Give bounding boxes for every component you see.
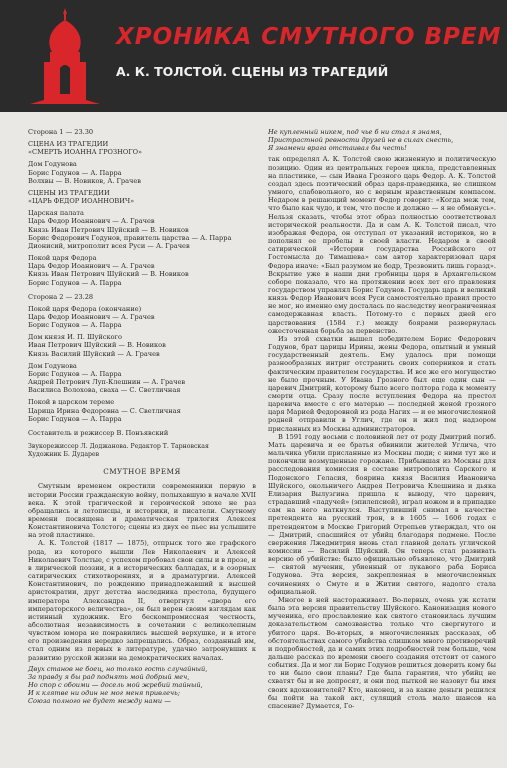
album-title: А. К. ТОЛСТОЙ. СЦЕНЫ ИЗ ТРАГЕДИЙ [116,64,389,79]
scene-title: Дом Годунова [28,160,77,169]
engineer-credit: Звукорежиссер Л. Доджанова. Редактор Т. Тарновская [28,443,209,450]
verse-line: Не купленный никем, под чье б ни стал я знамя, [268,128,442,136]
side-1-label: Сторона 1 — 23.30 [28,128,94,136]
cathedral-dome-logo-icon [30,6,100,104]
scene-title: Дом князя И. П. Шуйского [28,333,122,342]
verse-block [28,665,256,706]
play-1-title-a: СЦЕНА ИЗ ТРАГЕДИИ [28,140,109,149]
cast-line: Царица Ирина Федоровна — С. Светличная [28,406,181,415]
series-title: ХРОНИКА СМУТНОГО ВРЕМ [116,24,502,50]
essay-paragraph: Многое в ней настораживает. Во-первых, очень уж кстати была эта версия правительству Шуйского. Канонизация нового мученика, его прославление как святого становилась лучшим доказательством самозванства только что свергнутого и убитого царя. Во-вторых, в многочисленных рассказах, об обстоятельствах самого убийства слишком много противоречий и подробностей, да и самих этих подробностей тем больше, чем дальше рассказ по времени своего создания отстоит от самого события. Да и мог ли Борис Годунов решиться доверить кому бы то ни было свои планы? Где была гарантия, что убийц не схватят бы и не допросят, и они под пыткой не назовут бы имя своих вдохновителей? Кто, наконец, и за какие деньги решился бы пойти на такой акт, сулящий столь мало шансов на спасение? Думается, Го- [268,595,496,710]
left-column [28,128,256,706]
verse-line: За правду я бы рад поднять мой добрый меч, [28,672,190,681]
cast-line: Борис Годунов — А. Парра [28,278,122,287]
artist-credit: Художник Б. Дударев [28,450,100,458]
right-column [268,128,496,710]
cast-line: Борис Федорович Годунов, правитель царства — А. Парра [28,233,232,242]
cast-line: Василиса Волохова, сваха — С. Светличная [28,386,181,395]
scene-title: Дом Годунова [28,361,77,370]
cast-line: Царь Федор Иоаннович — А. Грачев [28,312,155,321]
scene-title: Царская палата [28,209,84,218]
cast-line: Князь Иван Петрович Шуйский — В. Новиков [28,270,189,279]
verse-block [268,128,496,152]
verse-line: Союза полного не будет между нами — [28,697,171,706]
essay-paragraph: Из этой схватки вышел победителем Борис Федорович Годунов, брат царицы Ирины, жены Федора, опытный и умный государственный деятель. Ему удалось при помощи разнообразных интриг отстранить своих соперников и стать фактическим правителем государства. И все же его могущество не было прочным. У Ивана Грозного был еще один сын — царевич Дмитрий, которому было всего полтора года к моменту смерти отца. Сразу после вступления Федора на престол царевича вместе с его матерью — последней женой грозного царя Марией Федоровной из рода Нагих — и ее многочисленной родней отправили в Углич, где он и жил под надзором присланных из Москвы администраторов. [268,334,496,433]
essay-paragraph: так определял А. К. Толстой свою жизненную и политическую позицию. Один из центральных героев цикла, представленных на пластинке, — сын Ивана Грозного царь Федор. А. К. Толстой создал здесь поэтический образ царя-праведника, не слишком умного, слабовольного, но с верным нравственным компасом. Недаром в решающий момент Федор говорит: «Когда меж тем, что было как чудо, и тем, что после и должно — я не обманусь». Нельзя сказать, чтобы этот образ полностью соответствовал исторической реальности. Да и сам А. К. Толстой писал, что изображая Федора, он отступал от указаний историков, но в пополнял ее пробелы в своей власти. Недаром в своей сатирической «Истории государства Российского от Гостомысла до Тимашева» сам автор характеризовал царя Федора иначе: «Был разумом не бодр, Трезвонить лишь горазд». Вскрытие уже в наши дни гробницы царя в Архангельском соборе показало, что на протяжении всех лет его правления государством управлял Борис Годунов. Государь царь и великий князь Федор Иванович всея Руси самостоятельно правил просто не мог, но именно ему досталась по наследству неограниченная самодержавная власть. Потому-то с первых дней его царствования (1584 г.) между боярами развернулась ожесточенная борьба за первенство. [268,155,496,335]
verse-line: Пристрастной ревности друзей не в силах снесть, [268,136,454,145]
essay-title: СМУТНОЕ ВРЕМЯ [103,467,181,477]
header-banner [0,0,507,112]
cast-line: Андрей Петрович Луп-Клешнин — А. Грачев [28,378,186,387]
verse-line: Но спор с обоими — досель мой жребий тайный, [28,681,203,690]
essay-paragraph: Смутным временем окрестили современники первую в истории России гражданскую войну, полыхавшую в начале XVII века. К этой трагической и героической эпохе не раз обращались и летописцы, и историки, и писатели. Смутному времени посвящена и драматическая трилогия Алексея Константиновича Толстого; сцены из двух ее пьес вы услышите на этой пластинке. [28,482,256,540]
scene-title: Покой царя Федора (окончание) [28,304,142,313]
cast-line: Волхвы — В. Новиков, А. Грачев [28,176,142,185]
cast-line: Борис Годунов — А. Парра [28,168,122,177]
cast-line: Борис Годунов — А. Парра [28,369,122,378]
essay-paragraph: В 1591 году восьми с половиной лет от роду Дмитрий погиб. Мать царевича и ее братья обвинили жителей Углича, что мальчика убили присланные из Москвы люди; с ними тут же и покончили возмущенные горожане. Прибывшая из Москвы для расследования комиссия в составе митрополита Сарского и Подонского Геласия, боярина князя Василия Ивановича Шуйского, окольничего Андрея Петровича Клешнина и дьяка Елизария Вылузгина пришла к выводу, что царевич, страдавший «падучей» (эпилепсией), играл ножом и в припадке сам на него наткнулся. Выступивший снимал в качестве претендента на русский трон, в в 1605 — 1606 годах с претендентом в Москве Григорий Отрепьев утверждал, что он — Дмитрий, спасшийся от убийц благодаря подмене. После свержения Лжедмитрия вновь стал главной делать угличской комиссии — Василий Шуйский. Он теперь стал развивать версию об убийстве: было официально объявлено, что Дмитрий — святой мученик, убиенный от лукавого раба Бориса Годунова. Эта версия, закрепленная в многочисленных сочинениях о Смуте и в Житии святого, надолго стала официальной. [268,432,496,596]
essay-paragraph: А. К. Толстой (1817 — 1875), отпрыск того же графского рода, из которого вышли Лев Николаевич и Алексей Николаевич Толстые, с успехом пробовал свои силы и в прозе, и в лирической поэзии, и в исторических балладах, и в озорных сатирических стихотворениях, и в драматургии. Алексей Константинович, по рождению принадлежавший к высшей аристократии, друг детства наследника престола, будущего императора Александра II, отвергнул «двора его императорского величества», он был верен своим взглядам как истинный художник. Его бескомпромиссная честность, абсолютная независимость в сочетании с великолепным чувством юмора не понравились высшей верхушке, и в итоге его произведения нередко запрещались. Образ, созданный им, стал одним из первых в литературе, удачно затронувших к развитию русской жизни на демократических началах. [28,539,256,662]
cast-line: Иван Петрович Шуйский — В. Новиков [28,341,166,350]
verse-line: Я знамени врага отстаивал бы честь! [268,144,407,153]
side-2-label: Сторона 2 — 23.28 [28,292,94,301]
cast-line: Царь Федор Иоаннович — А. Грачев [28,217,155,226]
play-2-title-a: СЦЕНЫ ИЗ ТРАГЕДИИ [28,188,110,197]
cast-line: Князь Василий Шуйский — А. Грачев [28,349,160,358]
director-credit: Составитель и режиссер В. Понъявский [28,428,169,437]
cast-line: Царь Федор Иоаннович — А. Грачев [28,262,155,271]
scene-title: Покой царя Федора [28,254,97,263]
play-2-title-b: «ЦАРЬ ФЕДОР ИОАННОВИЧ» [28,197,135,206]
verse-line: И к клятве ни один не мог меня привлечь; [28,689,180,698]
cast-line: Князь Иван Петрович Шуйский — В. Новиков [28,225,189,234]
verse-line: Двух станов не боец, но только гость случайный, [28,664,208,673]
play-1-title-b: «СМЕРТЬ ИОАННА ГРОЗНОГО» [28,148,143,157]
cast-line: Борис Годунов — А. Парра [28,414,122,423]
cast-line: Дионисий, митрополит всея Руси — А. Грачев [28,241,190,250]
scene-title: Покой в царском тереме [28,398,115,407]
cast-line: Борис Годунов — А. Парра [28,321,122,330]
